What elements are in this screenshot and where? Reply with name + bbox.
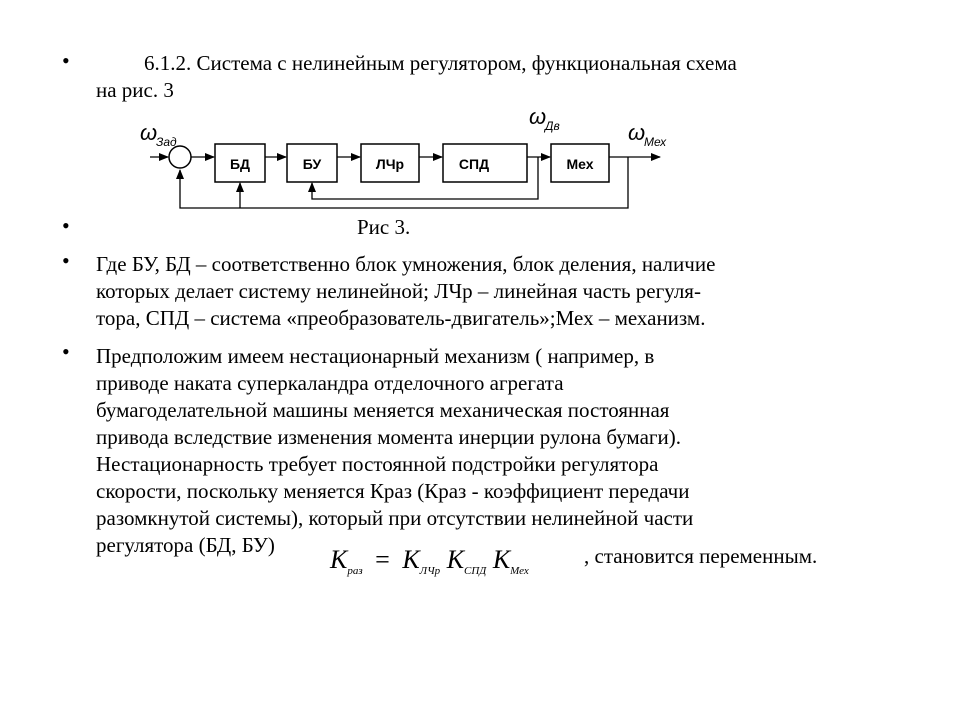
block-label: ЛЧр	[375, 156, 405, 172]
block-lchr	[361, 144, 419, 182]
formula-tail-text: , становится переменным.	[584, 544, 818, 568]
paragraph-line: регулятора (БД, БУ)	[96, 533, 275, 557]
bullet-marker: •	[62, 248, 70, 273]
paragraph-line: которых делает систему нелинейной; ЛЧр – линейная часть регуля-	[96, 279, 701, 303]
block-label: СПД	[458, 156, 490, 172]
omega-mekh-label	[628, 120, 667, 149]
paragraph-line: приводе наката суперкаландра отделочного агрегата	[96, 371, 564, 395]
block-label: Мех	[566, 156, 594, 172]
omega-zad-label	[140, 120, 177, 149]
paragraph-line: скорости, поскольку меняется Краз (Краз - коэффициент передачи	[96, 479, 690, 503]
paragraph-line: привода вследствие изменения момента инерции рулона бумаги).	[96, 425, 681, 449]
paragraph-line: тора, СПД – система «преобразователь-двигатель»;Мех – механизм.	[96, 306, 706, 330]
assumption-paragraph	[96, 343, 916, 559]
definitions-paragraph	[96, 251, 916, 332]
formula-equals: =	[375, 545, 390, 574]
block-bd	[215, 144, 265, 182]
bullet-marker: •	[62, 213, 70, 238]
block-bu	[287, 144, 337, 182]
gain-formula	[330, 545, 529, 577]
bullet-marker: •	[62, 339, 70, 364]
omega-dv-label	[529, 104, 560, 133]
heading-line: на рис. 3	[96, 78, 174, 102]
omega-subscript: Зад	[156, 135, 177, 149]
omega-symbol: ω	[628, 120, 646, 145]
formula-subscript: Мех	[510, 565, 529, 577]
heading-line: 6.1.2. Система с нелинейным регулятором, функциональная схема	[144, 51, 737, 75]
formula-symbol: K	[446, 545, 465, 574]
paragraph-line: Нестационарность требует постоянной подстройки регулятора	[96, 452, 659, 476]
paragraph-line: Предположим имеем нестационарный механизм ( например, в	[96, 344, 655, 368]
bullet-marker: •	[62, 48, 70, 73]
formula-subscript: раз	[347, 565, 363, 577]
omega-symbol: ω	[529, 104, 547, 129]
formula-subscript: СПД	[464, 565, 487, 577]
figure-caption: Рис 3.	[357, 215, 411, 239]
formula-symbol: K	[402, 545, 420, 574]
formula-symbol: K	[330, 545, 348, 574]
formula-symbol: K	[492, 545, 511, 574]
omega-subscript: Мех	[644, 135, 667, 149]
omega-subscript: Дв	[545, 119, 560, 133]
paragraph-line: бумагоделательной машины меняется механическая постоянная	[96, 398, 670, 422]
omega-symbol: ω	[140, 120, 158, 145]
block-label: БУ	[302, 156, 322, 172]
paragraph-line: разомкнутой системы), который при отсутствии нелинейной части	[96, 506, 694, 530]
summing-junction	[169, 146, 191, 168]
block-label: БД	[229, 156, 251, 172]
formula-subscript: ЛЧр	[419, 565, 441, 577]
paragraph-line: Где БУ, БД – соответственно блок умножения, блок деления, наличие	[96, 252, 716, 276]
block-spd	[443, 144, 527, 182]
block-mekh	[551, 144, 609, 182]
